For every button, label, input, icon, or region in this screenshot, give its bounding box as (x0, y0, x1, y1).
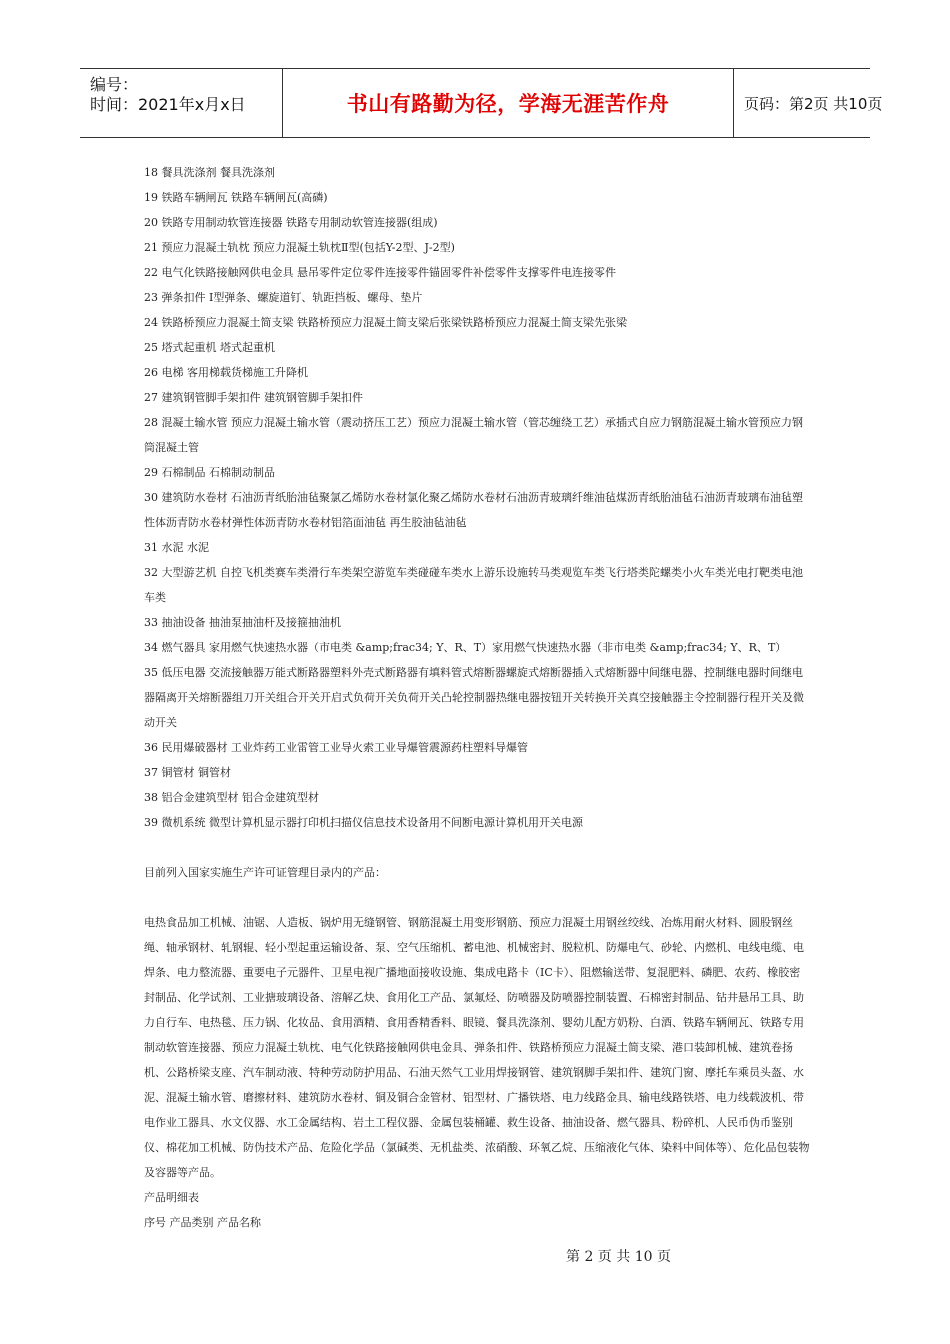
list-item: 18 餐具洗涤剂 餐具洗涤剂 (144, 166, 275, 179)
table-title: 产品明细表 (144, 1191, 199, 1204)
spacer (144, 835, 810, 860)
header-motto-cell (283, 69, 734, 137)
list-item: 21 预应力混凝土轨枕 预应力混凝土轨枕Ⅱ型(包括Y-2型、J-2型) (144, 241, 455, 254)
list-item: 26 电梯 客用梯载货梯施工升降机 (144, 366, 308, 379)
list-item: 29 石棉制品 石棉制动制品 (144, 466, 275, 479)
motto: 书山有路勤为径，学海无涯苦作舟 (346, 92, 670, 116)
header-page-cell (734, 69, 883, 137)
list-item: 31 水泥 水泥 (144, 541, 209, 554)
page-footer: 第 2 页 共 10 页 (566, 1249, 671, 1265)
list-item: 23 弹条扣件 Ⅰ型弹条、螺旋道钉、轨距挡板、螺母、垫片 (144, 291, 423, 304)
document-body (144, 160, 810, 1235)
page-header (80, 68, 883, 138)
code-label: 编号： (90, 75, 139, 94)
list-item: 33 抽油设备 抽油泵抽油杆及接箍抽油机 (144, 616, 341, 629)
list-item: 32 大型游艺机 自控飞机类赛车类滑行车类架空游览车类碰碰车类水上游乐设施转马类观览车类飞行塔类陀螺类小火车类光电打靶类电池车类 (144, 566, 803, 604)
spacer (144, 885, 810, 910)
list-item: 37 铜管材 铜管材 (144, 766, 231, 779)
list-item: 36 民用爆破器材 工业炸药工业雷管工业导火索工业导爆管震源药柱塑料导爆管 (144, 741, 528, 754)
date-line: 时间：2021年x月x日 (90, 95, 246, 114)
list-item: 35 低压电器 交流接触器万能式断路器塑料外壳式断路器有填料管式熔断器螺旋式熔断器插入式熔断器中间继电器、控制继电器时间继电器隔离开关熔断器组刀开关组合开关开启式负荷开关负荷开关凸轮控制器热继电器按钮开关转换开关真空接触器主令控制器行程开关及微动开关 (144, 666, 804, 729)
list-item: 28 混凝土输水管 预应力混凝土输水管（震动挤压工艺）预应力混凝土输水管（管芯缠绕工艺）承插式自应力钢筋混凝土输水管预应力钢筒混凝土管 (144, 416, 803, 454)
list-item: 22 电气化铁路接触网供电金具 悬吊零件定位零件连接零件锚固零件补偿零件支撑零件电连接零件 (144, 266, 616, 279)
list-item: 30 建筑防水卷材 石油沥青纸胎油毡聚氯乙烯防水卷材氯化聚乙烯防水卷材石油沥青玻璃纤维油毡煤沥青纸胎油毡石油沥青玻璃布油毡塑性体沥青防水卷材弹性体沥青防水卷材铝箔面油毡 再生胶油毡油毡 (144, 491, 803, 529)
list-item: 27 建筑钢管脚手架扣件 建筑钢管脚手架扣件 (144, 391, 363, 404)
list-item: 24 铁路桥预应力混凝土简支梁 铁路桥预应力混凝土简支梁后张梁铁路桥预应力混凝土简支梁先张梁 (144, 316, 627, 329)
list-item: 34 燃气器具 家用燃气快速热水器（市电类 &amp;frac34; Y、R、T）家用燃气快速热水器（非市电类 &amp;frac34; Y、R、T） (144, 641, 787, 654)
list-item: 38 铝合金建筑型材 铝合金建筑型材 (144, 791, 319, 804)
catalog-intro: 目前列入国家实施生产许可证管理目录内的产品： (144, 866, 386, 879)
page-info: 页码：第2页 共10页 (744, 94, 883, 113)
header-left-cell (80, 69, 283, 137)
list-item: 25 塔式起重机 塔式起重机 (144, 341, 275, 354)
list-item: 20 铁路专用制动软管连接器 铁路专用制动软管连接器(组成) (144, 216, 438, 229)
catalog-body: 电热食品加工机械、油锯、人造板、锅炉用无缝钢管、钢筋混凝土用变形钢筋、预应力混凝土用钢丝绞线、冶炼用耐火材料、圆股钢丝绳、轴承钢材、轧钢辊、轻小型起重运输设备、泵、空气压缩机、蓄电池、机械密封、脱粒机、防爆电气、砂轮、内燃机、电线电缆、电焊条、电力整流器、重要电子元器件、卫星电视广播地面接收设施、集成电路卡（IC卡）、阻燃输送带、复混肥料、磷肥、农药、橡胶密封制品、化学试剂、工业搪玻璃设备、溶解乙炔、食用化工产品、氯氟烃、防喷器及防喷器控制装置、石棉密封制品、钻井悬吊工具、助力自行车、电热毯、压力锅、化妆品、食用酒精、食用香精香料、眼镜、餐具洗涤剂、婴幼儿配方奶粉、白酒、铁路车辆闸瓦、铁路专用制动软管连接器、预应力混凝土轨枕、电气化铁路接触网供电金具、弹条扣件、铁路桥预应力混凝土简支梁、港口装卸机械、建筑卷扬机、公路桥梁支座、汽车制动液、特种劳动防护用品、石油天然气工业用焊接钢管、建筑钢脚手架扣件、建筑门窗、摩托车乘员头盔、水泥、混凝土输水管、磨擦材料、建筑防水卷材、铜及铜合金管材、铝型材、广播铁塔、电力线路金具、输电线路铁塔、电力线载波机、带电作业工器具、水文仪器、水工金属结构、岩土工程仪器、金属包装桶罐、救生设备、抽油设备、燃气器具、粉碎机、人民币伪币鉴别仪、棉花加工机械、防伪技术产品、危险化学品（氯碱类、无机盐类、浓硝酸、环氧乙烷、压缩液化气体、染料中间体等）、危化品包装物及容器等产品。 (144, 916, 810, 1179)
table-header: 序号 产品类别 产品名称 (144, 1216, 261, 1229)
list-item: 39 微机系统 微型计算机显示器打印机扫描仪信息技术设备用不间断电源计算机用开关电源 (144, 816, 583, 829)
list-item: 19 铁路车辆闸瓦 铁路车辆闸瓦(高磷) (144, 191, 328, 204)
